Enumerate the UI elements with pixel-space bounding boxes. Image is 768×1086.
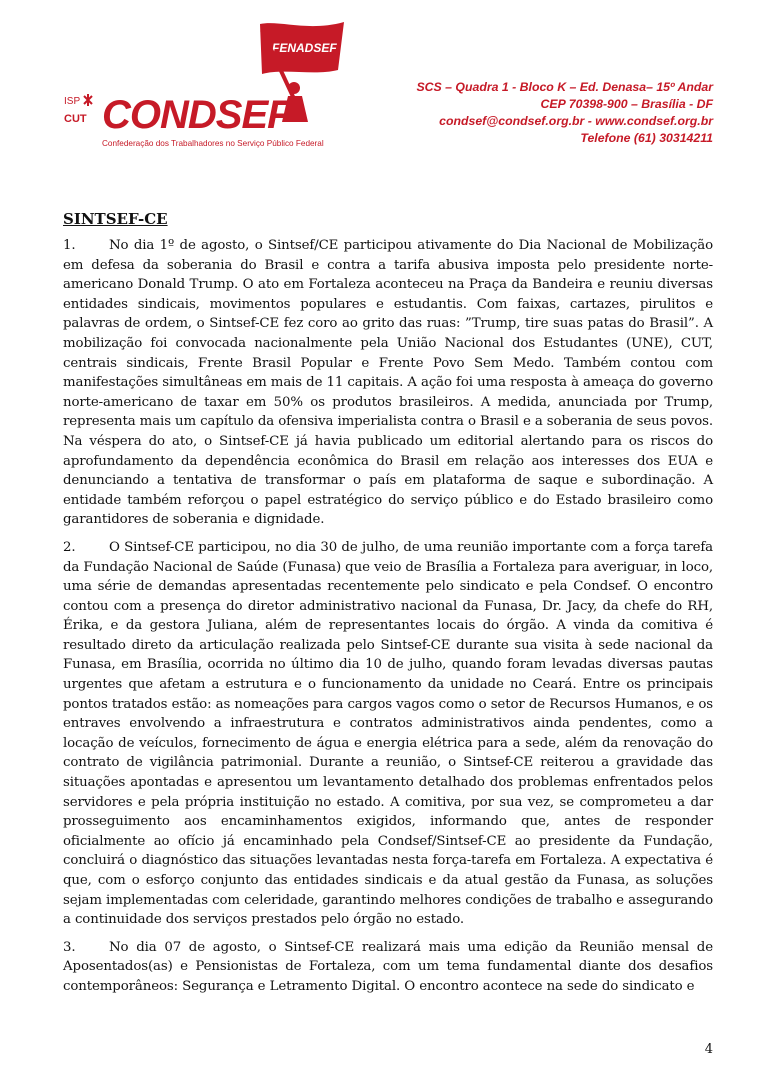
letterhead (0, 0, 768, 170)
address-line-cep: CEP 70398-900 – Brasília - DF (540, 97, 713, 111)
address-line-street: SCS – Quadra 1 - Bloco K – Ed. Denasa– 15º Andar (416, 80, 713, 94)
paragraph-text: No dia 07 de agosto, o Sintsef-CE realizará mais uma edição da Reunião mensal de Aposentados(as) e Pensionistas de Fortaleza, com um tema fundamental diante dos desafios contemporâneos: Segurança e Letramento Digital. O encontro acontece na sede do sindicato e (63, 939, 713, 994)
address-line-email-web: condsef@condsef.org.br - www.condsef.org.br (439, 114, 713, 128)
condsef-wordmark: CONDSEF (102, 93, 291, 137)
section-title: SINTSEF-CE (63, 210, 168, 228)
paragraph-number: 2. (63, 539, 76, 555)
star-icon (84, 94, 92, 106)
logo-tagline: Confederação dos Trabalhadores no Serviço Público Federal (102, 139, 324, 148)
paragraph-2 (63, 538, 713, 930)
paragraph-text: O Sintsef-CE participou, no dia 30 de julho, de uma reunião importante com a força tarefa da Fundação Nacional de Saúde (Funasa) que veio de Brasília a Fortaleza para averiguar, in loco, uma série de demandas apresentadas recentemente pelo sindicato e pela Condsef. O encontro contou com a presença do diretor administrativo nacional da Funasa, Dr. Jacy, da chefe do RH, Érika, e da gestora Juliana, além de representantes locais do órgão. A vinda da comitiva é resultado direto da articulação realizada pelo Sintsef-CE durante sua visita à sede nacional da Funasa, em Brasília, ocorrida no último dia 10 de julho, quando foram levadas diversas pautas urgentes que afetam a estrutura e o funcionamento da unidade no Ceará. Entre os principais pontos tratados estão: as nomeações para cargos vagos como o setor de Recursos Humanos, e os entraves envolvendo a infraestrutura e contratos administrativos ainda pendentes, como a locação de veículos, fornecimento de água e energia elétrica para a sede, além da renovação do contrato de vigilância patrimonial. Durante a reunião, o Sintsef-CE reiterou a gravidade das situações apontadas e apresentou um levantamento detalhado dos problemas enfrentados pelos servidores e pela própria instituição no estado. A comitiva, por sua vez, se comprometeu a dar prosseguimento aos encaminhamentos exigidos, informando que, antes de responder oficialmente ao ofício já encaminhado pela Condsef/Sintsef-CE ao presidente da Fundação, concluirá o diagnóstico das situações levantadas nesta força-tarefa em Fortaleza. A expectativa é que, com o esforço conjunto das entidades sindicais e da atual gestão da Funasa, as soluções sejam implementadas com celeridade, garantindo melhores condições de trabalho e assegurando a continuidade dos serviços prestados pelo órgão no estado. (63, 539, 713, 928)
document-body (63, 210, 713, 1005)
paragraph-text: No dia 1º de agosto, o Sintsef/CE participou ativamente do Dia Nacional de Mobilização em defesa da soberania do Brasil e contra a tarifa abusiva imposta pelo presidente norte-americano Donald Trump. O ato em Fortaleza aconteceu na Praça da Bandeira e reuniu diversas entidades sindicais, movimentos populares e estudantis. Com faixas, cartazes, pirulitos e palavras de ordem, o Sintsef-CE fez coro ao grito das ruas: ”Trump, tire suas patas do Brasil”. A mobilização foi convocada nacionalmente pela União Nacional dos Estudantes (UNE), CUT, centrais sindicais, Frente Brasil Popular e Frente Povo Sem Medo. Também contou com manifestações simultâneas em mais de 11 capitais. A ação foi uma resposta à ameaça do governo norte-americano de taxar em 50% os produtos brasileiros. A medida, anunciada por Trump, representa mais um capítulo da ofensiva imperialista contra o Brasil e a soberania de seus povos. Na véspera do ato, o Sintsef-CE já havia publicado um editorial alertando para os riscos do aprofundamento da dependência econômica do Brasil em relação aos interesses dos EUA e denunciando a tentativa de transformar o país em plataforma de saque e subordinação. A entidade também reforçou o papel estratégico do serviço público e do Estado brasileiro como garantidores de soberania e dignidade. (63, 238, 713, 528)
condsef-logo (62, 18, 362, 158)
paragraph-number: 3. (63, 939, 76, 955)
address-line-phone: Telefone (61) 30314211 (580, 131, 713, 145)
address-block (416, 79, 713, 147)
paragraph-3 (63, 938, 713, 997)
paragraph-number: 1. (63, 238, 76, 253)
isp-text: ISP (64, 96, 81, 107)
page-number: 4 (704, 1042, 713, 1057)
fenadsef-text: FENADSEF (272, 41, 337, 55)
cut-text: CUT (64, 113, 87, 125)
paragraph-1 (63, 236, 713, 530)
